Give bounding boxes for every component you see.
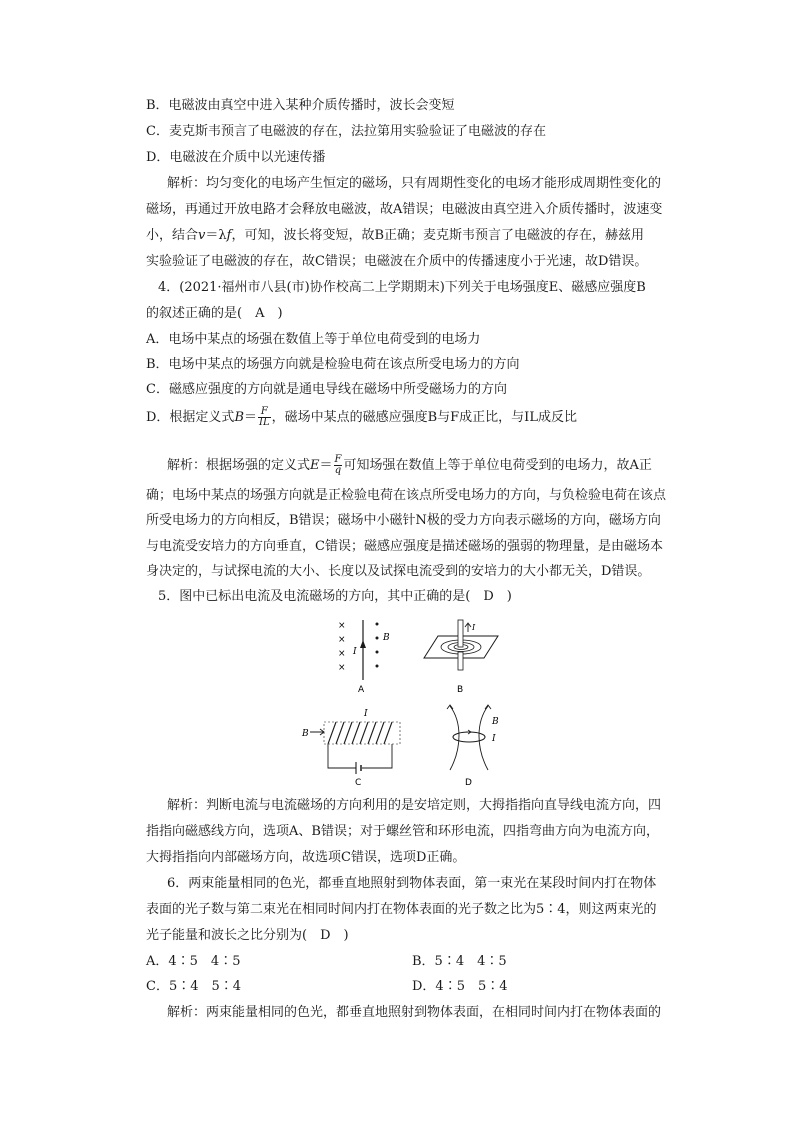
q3-option-c: C．麦克斯韦预言了电磁波的存在，法拉第用实验验证了电磁波的存在 xyxy=(146,124,546,139)
current-label: I xyxy=(364,709,368,719)
var-f: f xyxy=(226,228,232,243)
var-v: v xyxy=(198,228,206,243)
wire-lower xyxy=(458,652,463,670)
text-run: 解析：根据场强的定义式 xyxy=(167,458,311,473)
q6-stem-line-2: 表面的光子数与第二束光在相同时间内打在物体表面的光子数之比为5∶4，则这两束光的 xyxy=(146,902,657,917)
fraction-denominator: q xyxy=(334,465,342,476)
current-arrow-icon xyxy=(466,730,471,734)
text-run: ，可知，波长将变短，故B正确；麦克斯韦预言了电磁波的存在，赫兹用 xyxy=(231,228,644,243)
q6-stem-line-3: 光子能量和波长之比分别为( D ) xyxy=(146,928,349,943)
var-e: E xyxy=(310,458,320,473)
q4-option-c: C．磁感应强度的方向就是通电导线在磁场中所受磁场力的方向 xyxy=(146,382,507,397)
figure-b-wire-through-plane xyxy=(414,618,506,698)
figure-d-ring-current xyxy=(434,704,514,788)
text-run: D．根据定义式 xyxy=(146,410,235,425)
wire-upper xyxy=(458,620,463,647)
q4-stem-line-1: 4．(2021·福州市八县(市)协作校高二上学期期末)下列关于电场强度E、磁感应强度B xyxy=(158,280,646,295)
field-line-left xyxy=(450,706,459,770)
fraction-numerator: F xyxy=(334,454,342,465)
fraction-f-over-il xyxy=(258,407,271,428)
q4-option-b: B．电场中某点的场强方向就是检验电荷在该点所受电场力的方向 xyxy=(146,357,520,372)
figure-c-solenoid xyxy=(300,704,410,788)
q3-analysis-line-1: 解析：均匀变化的电场产生恒定的磁场，只有周期性变化的电场才能形成周期性变化的 xyxy=(167,176,662,191)
field-label: B xyxy=(302,729,309,739)
equals-sign: ＝ xyxy=(244,410,258,425)
cross-mark: × xyxy=(338,621,346,631)
figure-a-straight-wire xyxy=(326,618,406,698)
current-label: I xyxy=(472,623,476,632)
solenoid-coils xyxy=(328,722,392,744)
solenoid-body xyxy=(324,722,400,744)
q5-analysis-line-2: 指指向磁感线方向，选项A、B错误；对于螺丝管和环形电流，四指弯曲方向为电流方向， xyxy=(146,824,659,839)
fraction-denominator: IL xyxy=(259,417,270,428)
q4-analysis-line-5: 身决定的，与试探电流的大小、长度以及试探电流受到的安培力的大小都无关，D错误。 xyxy=(146,564,651,579)
q6-option-a: A．4∶5 4∶5 xyxy=(146,954,241,969)
figure-label: B xyxy=(457,685,464,695)
dot-marks xyxy=(376,623,379,668)
q6-option-c: C．5∶4 5∶4 xyxy=(146,979,242,994)
field-arrow-icon xyxy=(310,729,324,735)
figure-label: D xyxy=(465,778,472,788)
q3-option-b: B．电磁波由真空中进入某种介质传播时，波长会变短 xyxy=(146,98,455,113)
q4-analysis-line-1 xyxy=(167,453,652,479)
q6-option-b: B．5∶4 4∶5 xyxy=(412,954,507,969)
q6-stem-line-1: 6．两束能量相同的色光，都垂直地照射到物体表面，第一束光在某段时间内打在物体 xyxy=(167,876,657,891)
q4-analysis-line-3: 所受电场力的方向相反，B错误；磁场中小磁针N极的受力方向表示磁场的方向，磁场方向 xyxy=(146,513,661,528)
equals-sign: ＝ xyxy=(319,458,333,473)
q5-analysis-line-1: 解析：判断电流与电流磁场的方向利用的是安培定则，大拇指指向直导线电流方向，四 xyxy=(167,798,662,813)
q3-analysis-line-3 xyxy=(146,228,644,244)
q4-analysis-line-2: 确；电场中某点的场强方向就是正检验电荷在该点所受电场力的方向，与负检验电荷在该点 xyxy=(146,488,667,503)
q6-option-d: D．4∶5 5∶4 xyxy=(412,979,508,994)
q4-option-a: A．电场中某点的场强在数值上等于单位电荷受到的电场力 xyxy=(146,332,481,347)
q6-analysis-line-1: 解析：两束能量相同的色光，都垂直地照射到物体表面，在相同时间内打在物体表面的 xyxy=(167,1005,662,1020)
current-arrow-icon xyxy=(360,640,366,648)
current-label: I xyxy=(353,647,357,657)
text-run: ＝λ xyxy=(205,228,227,243)
var-b: B xyxy=(234,410,244,425)
field-arrow-icon xyxy=(447,705,453,709)
field-label: B xyxy=(492,717,499,727)
figure-label: C xyxy=(355,778,362,788)
q4-option-d xyxy=(146,405,577,431)
q5-analysis-line-3: 大拇指指向内部磁场方向，故选项C错误，选项D正确。 xyxy=(146,850,466,865)
q3-analysis-line-2: 磁场，再通过开放电路才会释放电磁波，故A错误；电磁波由真空进入介质传播时，波速变 xyxy=(146,202,663,217)
text-run: 可知场强在数值上等于单位电荷受到的电场力，故A正 xyxy=(343,458,652,473)
current-arrow-icon xyxy=(465,623,471,632)
figure-label: A xyxy=(358,685,365,695)
cross-marks xyxy=(338,621,346,673)
current-label: I xyxy=(492,734,496,744)
text-run: ，磁场中某点的磁感应强度B与F成正比，与IL成反比 xyxy=(271,410,577,425)
circuit-wire xyxy=(328,744,392,768)
field-label: B xyxy=(383,633,390,643)
field-arrow-icon xyxy=(485,705,491,709)
cross-mark: × xyxy=(338,663,346,673)
fraction-f-over-q xyxy=(334,455,343,476)
q5-stem: 5．图中已标出电流及电流磁场的方向，其中正确的是( D ) xyxy=(158,589,512,604)
q4-stem-line-2: 的叙述正确的是( A ) xyxy=(146,306,283,321)
q4-analysis-line-4: 与电流受安培力的方向垂直，C错误；磁感应强度是描述磁场的强弱的物理量，是由磁场本 xyxy=(146,539,663,554)
fraction-numerator: F xyxy=(258,407,271,418)
q3-analysis-line-4: 实验验证了电磁波的存在，故C错误；电磁波在介质中的传播速度小于光速，故D错误。 xyxy=(146,254,648,269)
cross-mark: × xyxy=(338,649,346,659)
q3-option-d: D．电磁波在介质中以光速传播 xyxy=(146,150,326,165)
field-line-right xyxy=(479,706,488,770)
text-run: 小，结合 xyxy=(146,228,199,243)
cross-mark: × xyxy=(338,635,346,645)
